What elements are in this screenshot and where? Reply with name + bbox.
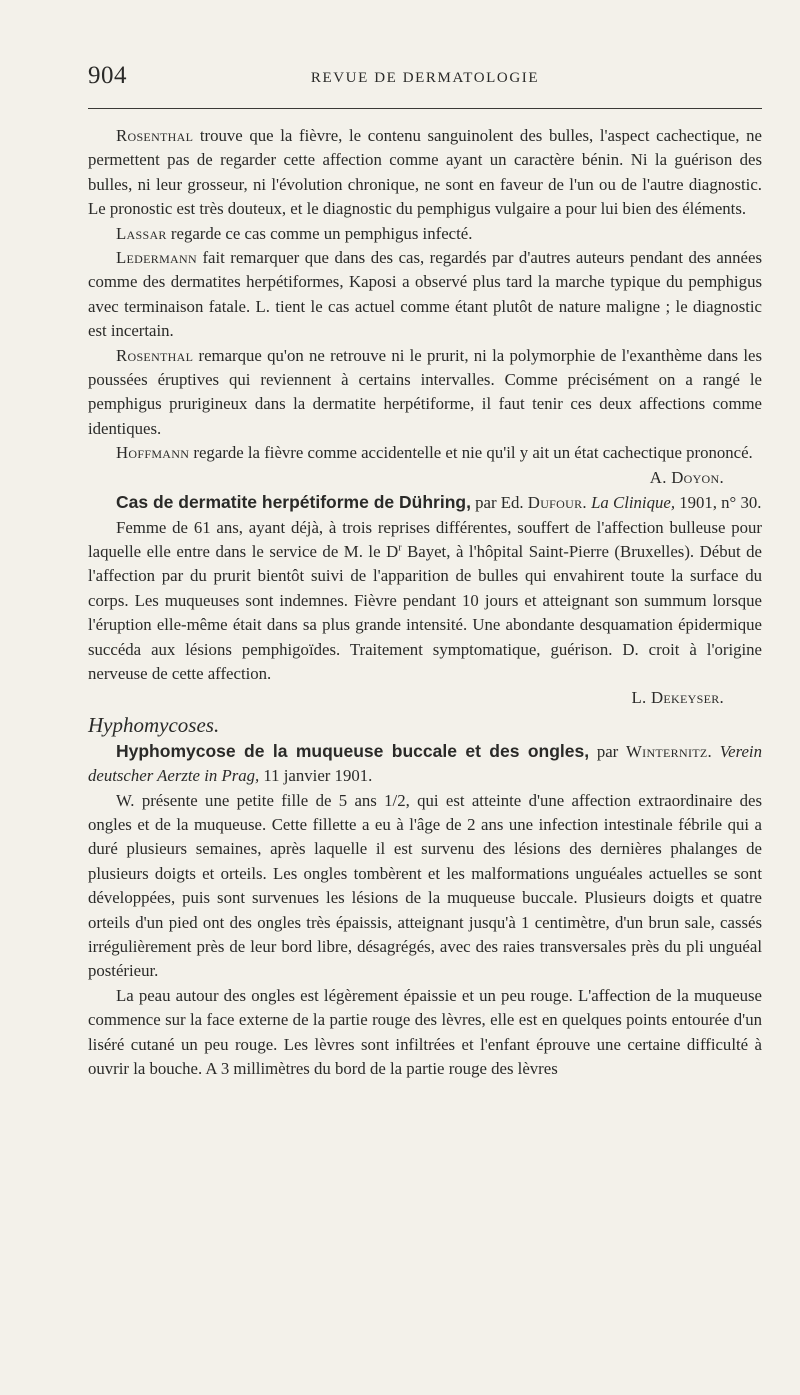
author-name: Rosenthal — [116, 126, 194, 145]
author-name: Hoffmann — [116, 443, 190, 463]
author-name: Rosenthal — [116, 345, 194, 365]
author-name: Ledermann — [116, 248, 197, 268]
byline-par: par — [589, 741, 627, 761]
paragraph-lassar — [88, 222, 762, 246]
paragraph-text: fait remarquer que dans des cas, regardés par d'autres auteurs pendant des années comme des dermatites herpétiformes, Kaposi a observé plus tard la marche typique du pemphigus avec terminaison fatale. L. tient le cas actuel comme étant plutôt de nature maligne ; le diagnostic est incertain. — [88, 248, 762, 341]
paragraph-skin-description: La peau autour des ongles est légèrement épaissie et un peu rouge. L'affection de la muqueuse commence sur la face externe de la partie rouge des lèvres, elle est en quelques points entourée d'un liséré cutané un peu rouge. Les lèvres sont infiltrées et l'enfant éprouve une certaine difficulté à ouvrir la bouche. A 3 millimètres du bord de la partie rouge des lèvres — [88, 985, 762, 1079]
page-header — [88, 62, 762, 102]
article-heading-hyphomycose — [88, 739, 762, 789]
article-body — [88, 124, 762, 1081]
signature-text: L. Dekeyser. — [631, 688, 724, 708]
paragraph-presentation: W. présente une petite fille de 5 ans 1/2, qui est atteinte d'une affection extraordinaire des ongles et de la muqueuse. Cette fillette a eu à l'âge de 2 ans une infection intestinale fébrile qui a duré plusieurs semaines, après laquelle il est survenu des lésions des dernières phalanges de plusieurs doigts et orteils. Les ongles tombèrent et les malformations unguéales actuelles se sont développées, puis sont survenues les lésions de la muqueuse buccale. Plusieurs doigts et quatre orteils d'un pied ont des ongles très épaissis, atteignant jusqu'à 1 centimètre, d'un brun sale, cassés irrégulièrement près de leur bord libre, désagrégés, avec des raies transversales près du pli unguéal postérieur. — [88, 790, 762, 981]
header-rule — [88, 108, 762, 109]
article-heading-duhring — [88, 490, 762, 515]
paragraph-ledermann — [88, 246, 762, 344]
paragraph-case-description — [88, 516, 762, 687]
page-number: 904 — [88, 62, 127, 89]
paragraph-text: Femme de 61 ans, ayant déjà, à trois reprises différentes, souffert de l'affection bulleuse pour laquelle elle entre dans le service de M. le D — [88, 517, 762, 561]
article-author: Winternitz. — [626, 741, 712, 761]
article-author: Dufour. — [527, 493, 587, 513]
article-ref: 11 janvier 1901. — [259, 766, 373, 786]
article-source: La Clinique, — [591, 493, 676, 513]
signature-text: A. Doyon. — [649, 467, 724, 487]
paragraph-text: regarde ce cas comme un pemphigus infecté. — [166, 223, 473, 243]
signature-doyon — [88, 466, 762, 490]
section-heading: Hyphomycoses. — [88, 712, 220, 737]
byline-par: par Ed. — [470, 493, 528, 513]
signature-dekeyser — [88, 686, 762, 710]
paragraph-text: regarde la fièvre comme accidentelle et nie qu'il y ait un état cachectique prononcé. — [189, 443, 753, 463]
paragraph-text: Bayet, à l'hôpital Saint-Pierre (Bruxelles). Début de l'affection par du prurit bientôt suivi de l'apparition de bulles qui envahirent toute la surface du corps. Les muqueuses sont indemnes. Fièvre pendant 10 jours et atteignant son summum lorsque l'éruption elle-même était dans sa plus grande intensité. Une abondante desquamation épidermique succéda aux lésions pemphigoïdes. Traitement symptomatique, guérison. D. croit à l'origine nerveuse de cette affection. — [88, 541, 763, 683]
author-name: Lassar — [116, 223, 167, 243]
article-title: Cas de dermatite herpétiforme de Dühring, — [116, 492, 471, 513]
article-ref: 1901, n° 30. — [675, 493, 762, 513]
paragraph-hoffmann — [88, 441, 762, 465]
running-title: REVUE DE DERMATOLOGIE — [310, 70, 540, 86]
paragraph-text: trouve que la fièvre, le contenu sanguinolent des bulles, l'aspect cachectique, ne permettent pas de regarder cette affection comme ayant un caractère bénin. Ni la guérison des bulles, ni leur grosseur, ni l'évolution chronique, ne sont en faveur de l'un ou de l'autre diagnostic. Le pronostic est très douteux, et le diagnostic du pemphigus vulgaire a pour lui bien des éléments. — [88, 126, 762, 219]
article-source: Verein deutscher Aerzte in Prag, — [88, 741, 762, 786]
article-title: Hyphomycose de la muqueuse buccale et des ongles, — [116, 740, 590, 761]
paragraph-rosenthal-1 — [88, 124, 762, 222]
superscript: r — [398, 542, 402, 554]
paragraph-text: remarque qu'on ne retrouve ni le prurit, ni la polymorphie de l'exanthème dans les poussées éruptives qui reviennent à certains intervalles. Comme précisément on a rangé le pemphigus prurigineux dans la dermatite herpétiforme, il faut tenir ces deux affections comme identiques. — [88, 345, 762, 438]
paragraph-rosenthal-2 — [88, 344, 762, 442]
